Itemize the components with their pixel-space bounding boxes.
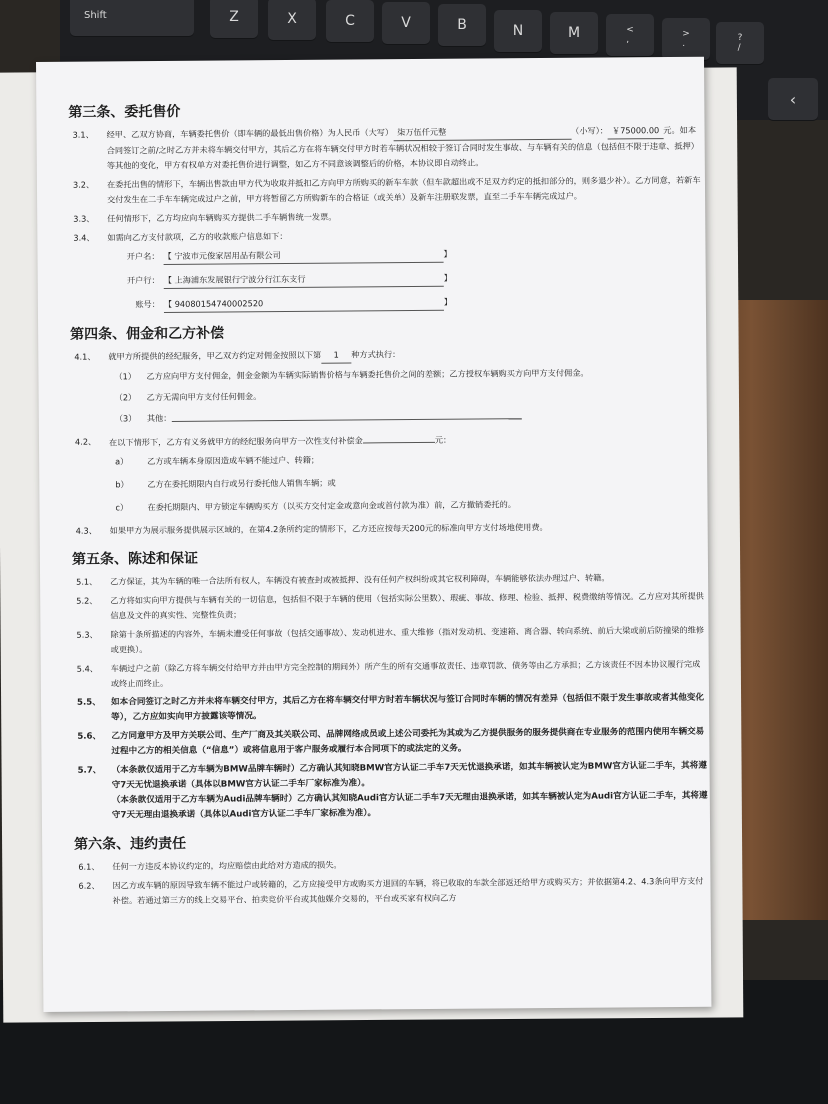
clause-number: 4.2、 [74,436,97,447]
option-3 [115,407,705,427]
item-text: 在委托期限内、甲方锁定车辆购买方（以买方交付定金或意向金或首付款为准）前，乙方撤销委托的。 [147,499,516,513]
account-name-label: 开户名： [126,251,160,262]
account-bank-label: 开户行： [126,275,160,286]
key-m: M [550,12,598,54]
clause-number: 4.3、 [75,525,97,536]
key-period: > . [662,18,710,60]
item-text: 乙方在委托期限内自行或另行委托他人销售车辆；或 [147,477,336,490]
clause-number: 6.2、 [78,880,100,891]
clause-3-2 [73,173,703,208]
clause-number: 5.3、 [76,629,98,640]
contract-text [68,87,708,913]
key-v: V [382,2,430,44]
clause-number: 5.7、 [77,765,102,776]
clause-text-bmw: （本条款仅适用于乙方车辆为BMW品牌车辆时）乙方确认其知晓BMW官方认证二手车7天无忧退换承诺，如其车辆被认定为BMW官方认证二手车，其将遵守7天无忧退换承诺（具体以BMW官方认证二手车厂家标准为准）。 [111,760,707,791]
option-1 [114,365,704,385]
blank-line [171,408,521,422]
clause-5-2 [76,589,706,624]
clause-6-2 [78,874,708,909]
clause-text: 任何一方违反本协议约定的，均应赔偿由此给对方造成的损失。 [112,859,342,872]
account-name-value: 【 宁波市元俊家居用品有限公司 [163,247,443,265]
clause-5-5 [77,691,707,726]
clause-text: 元： [434,434,452,445]
option-text: 乙方无需向甲方支付任何佣金。 [146,391,262,403]
clause-text: 在以下情形下，乙方有义务就甲方的经纪服务向甲方一次性支付补偿金 [108,435,363,448]
clause-number: 6.1、 [78,861,100,872]
clause-3-1 [73,123,703,174]
key-b: B [438,4,486,46]
clause-text: 经甲、乙双方协商，车辆委托售价（即车辆的最低出售价格）为人民币（大写） [106,127,394,140]
clause-5-6 [77,725,707,760]
clause-number: 5.5、 [76,697,101,708]
clause-text: 种方式执行： [351,349,401,360]
key-comma: < , [606,14,654,56]
clause-6-1 [78,855,708,875]
clause-4-2 [75,430,705,451]
clause-5-4 [77,657,707,692]
clause-text: 元。如本合同签订之前/之时乙方并未将车辆交付甲方，其后乙方在将车辆交付甲方时若车辆状况相较于签订合同时发生事故、与车辆有关的信息（包括但不限于违章、抵押）等其他的变化，甲方有权单方对委托售价进行调整，如乙方不同意该调整后的价格，本协议即自动终止。 [106,124,699,171]
clause-text: 如需向乙方支付款项，乙方的收款账户信息如下： [107,231,288,243]
contract-page [36,57,711,1012]
clause-5-3 [76,623,706,658]
key-slash: ? / [716,22,764,64]
account-name-row [111,245,703,266]
clause-5-1 [76,570,706,590]
clause-text: 乙方保证，其为车辆的唯一合法所有权人，车辆没有被查封或被抵押、没有任何产权纠纷或其它权利障碍，车辆能够依法办理过户、转籍。 [110,572,610,587]
clause-text: 如果甲方为展示服务提供展示区域的，在第4.2条所约定的情形下，乙方还应按每天200元的标准向甲方支付场地使用费。 [109,521,548,536]
key-left-arrow: ‹ [768,78,818,120]
clause-number: 5.1、 [76,576,98,587]
commission-option-choice: 1 [321,348,351,364]
clause-4-3 [76,519,706,539]
clause-4-1 [74,345,704,366]
option-2 [115,386,705,406]
clause-text-audi: （本条款仅适用于乙方车辆为Audi品牌车辆时）乙方确认其知晓Audi官方认证二手车7天无理由退换承诺，如其车辆被认定为Audi官方认证二手车，其将遵守7天无理由退换承诺（具体以Audi官方认证二手车厂家标准为准）。 [111,790,708,821]
price-in-figures: ￥75000.00 [608,123,663,139]
option-number: （1） [114,371,137,382]
item-number: a） [115,456,129,467]
clause-3-3 [73,207,703,227]
clause-number: 3.1、 [72,129,94,140]
clause-text: 乙方同意甲方及甲方关联公司、生产厂商及其关联公司、品牌网络成员或上述公司委托为其或为乙方提供服务的服务提供商在专业服务的范围内使用车辆交易过程中乙方的相关信息（“信息”）或将信息用于客户服务或履行本合同项下的或法定的义务。 [111,726,705,757]
clause-number: 3.4、 [73,232,95,243]
compensation-blank [363,432,435,444]
account-bank-row [112,269,704,290]
account-number-row [112,293,704,314]
item-c [115,496,705,516]
account-number-label: 账号： [135,299,160,310]
clause-number: 3.3、 [73,213,95,224]
clause-text: 车辆过户之前（除乙方将车辆交付给甲方并由甲方完全控制的期间外）所产生的所有交通事故责任、违章罚款、债务等由乙方承担；乙方该责任不因本协议履行完成或终止而终止。 [110,658,701,689]
item-number: c） [115,502,129,513]
clause-number: 5.2、 [76,595,98,606]
section-3-heading: 第三条、委托售价 [68,103,181,121]
clause-text: （小写）： [571,125,609,136]
key-shift: Shift [70,0,194,36]
item-a [115,450,705,470]
bracket: 】 [443,296,453,307]
price-in-words: 柒万伍仟元整 [393,124,571,141]
clause-number: 4.1、 [74,351,96,362]
clause-text: 乙方将如实向甲方提供与车辆有关的一切信息，包括但不限于车辆的使用（包括实际公里数）、瑕疵、事故、修理、检验、抵押、税费缴纳等情况。乙方应对其所提供信息及文件的真实性、完整性负责； [110,590,704,621]
clause-5-7 [78,759,708,824]
clause-number: 5.6、 [77,731,102,742]
bracket: 】 [443,248,452,259]
clause-text: 如本合同签订之时乙方并未将车辆交付甲方，其后乙方在将车辆交付甲方时若车辆状况与签订合同时车辆的情况有差异（包括但不限于发生事故或者其他变化等），乙方应如实向甲方披露该等情况。 [110,692,705,723]
option-number: （3） [114,413,137,424]
section-5-heading: 第五条、陈述和保证 [71,550,198,568]
item-number: b） [115,479,129,490]
clause-number: 3.2、 [72,179,95,190]
clause-text: 就甲方所提供的经纪服务，甲乙双方约定对佣金按照以下第 [108,349,322,362]
option-text: 其他： [146,412,172,424]
clause-text: 除第十条所描述的内容外，车辆未遭受任何事故（包括交通事故）、发动机进水、重大维修（指对发动机、变速箱、离合器、转向系统、前后大梁或前后防撞梁的维修或更换）。 [110,624,705,655]
clause-number: 5.4、 [76,663,99,674]
key-c: C [326,0,374,42]
item-b [115,473,705,493]
item-text: 乙方或车辆本身原因造成车辆不能过户、转籍； [147,454,320,467]
key-x: X [268,0,316,40]
clause-text: 任何情形下，乙方均应向车辆购买方提供二手车辆售统一发票。 [107,211,337,224]
bracket: 】 [443,272,452,283]
key-n: N [494,10,542,52]
clause-text: 在委托出售的情形下，车辆出售款由甲方代为收取并抵扣乙方向甲方所购买的新车车款（但车款超出或不足双方约定的抵扣部分的，则多退少补）。乙方同意，若新车交付发生在二手车车辆完成过户之前，甲方将暂留乙方所购新车的合格证（或关单）及新车注册联发票，直至二手车车辆完成过户。 [106,174,701,205]
clause-3-4 [73,226,703,246]
section-4-heading: 第四条、佣金和乙方补偿 [70,325,225,343]
option-text: 乙方应向甲方支付佣金，佣金金额为车辆实际销售价格与车辆委托售价之间的差额；乙方授权车辆购买方向甲方支付佣金。 [146,367,589,382]
section-6-heading: 第六条、违约责任 [74,835,187,853]
account-bank-value: 【 上海浦东发展银行宁波分行江东支行 [164,271,444,289]
account-number-value: 【 94080154740002520 [164,295,444,313]
clause-text: 因乙方或车辆的原因导致车辆不能过户或转籍的，乙方应接受甲方或购买方退回的车辆，将已收取的车款全部返还给甲方或购买方；并依据第4.2、4.3条向甲方支付补偿。若通过第三方的线上交易平台、拍卖竞价平台或其他媒介交易的，平台或买家有权向乙方 [112,875,704,906]
key-z: Z [210,0,258,38]
option-number: （2） [114,392,137,403]
